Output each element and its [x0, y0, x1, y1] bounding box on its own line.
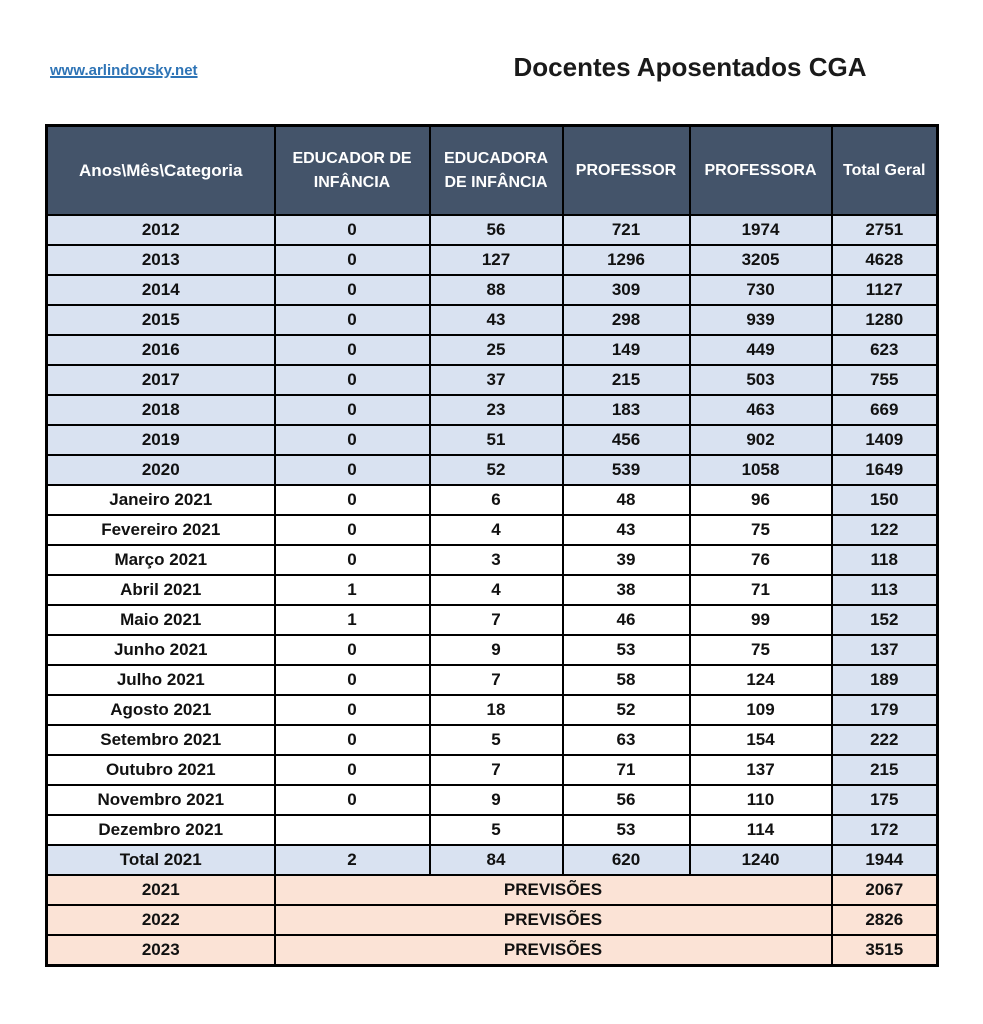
table-row	[47, 905, 938, 935]
value-cell: 56	[430, 215, 563, 245]
table-row	[47, 365, 938, 395]
value-cell: 0	[275, 695, 430, 725]
value-cell: 5	[430, 725, 563, 755]
value-cell: 110	[690, 785, 832, 815]
forecast-merged-cell: PREVISÕES	[275, 875, 832, 905]
value-cell: 23	[430, 395, 563, 425]
row-label: 2014	[47, 275, 275, 305]
row-label: 2016	[47, 335, 275, 365]
row-total-cell: 2826	[832, 905, 938, 935]
value-cell: 75	[690, 515, 832, 545]
row-label: 2015	[47, 305, 275, 335]
table-row	[47, 335, 938, 365]
value-cell: 309	[563, 275, 690, 305]
value-cell: 38	[563, 575, 690, 605]
value-cell: 7	[430, 755, 563, 785]
row-label: Novembro 2021	[47, 785, 275, 815]
table-row	[47, 245, 938, 275]
row-total-cell: 1944	[832, 845, 938, 875]
value-cell: 3	[430, 545, 563, 575]
row-total-cell: 755	[832, 365, 938, 395]
row-total-cell: 669	[832, 395, 938, 425]
value-cell: 9	[430, 635, 563, 665]
table-row	[47, 275, 938, 305]
col-header-professor: PROFESSOR	[563, 126, 690, 216]
value-cell: 56	[563, 785, 690, 815]
row-total-cell: 122	[832, 515, 938, 545]
value-cell: 503	[690, 365, 832, 395]
value-cell: 71	[563, 755, 690, 785]
value-cell: 0	[275, 485, 430, 515]
value-cell: 124	[690, 665, 832, 695]
value-cell: 5	[430, 815, 563, 845]
row-label: Agosto 2021	[47, 695, 275, 725]
value-cell: 52	[563, 695, 690, 725]
table-row	[47, 875, 938, 905]
value-cell: 298	[563, 305, 690, 335]
value-cell: 53	[563, 635, 690, 665]
table-body	[47, 215, 938, 966]
row-label: 2021	[47, 875, 275, 905]
value-cell: 88	[430, 275, 563, 305]
value-cell: 109	[690, 695, 832, 725]
row-label: 2023	[47, 935, 275, 966]
row-label: 2019	[47, 425, 275, 455]
value-cell: 183	[563, 395, 690, 425]
value-cell: 154	[690, 725, 832, 755]
value-cell: 75	[690, 635, 832, 665]
value-cell: 0	[275, 455, 430, 485]
row-total-cell: 152	[832, 605, 938, 635]
header-row	[47, 126, 938, 216]
value-cell: 0	[275, 215, 430, 245]
value-cell: 902	[690, 425, 832, 455]
row-label: 2017	[47, 365, 275, 395]
value-cell: 1	[275, 605, 430, 635]
value-cell: 53	[563, 815, 690, 845]
row-total-cell: 215	[832, 755, 938, 785]
row-total-cell: 118	[832, 545, 938, 575]
row-total-cell: 222	[832, 725, 938, 755]
row-label: 2018	[47, 395, 275, 425]
table-row	[47, 425, 938, 455]
row-label: 2022	[47, 905, 275, 935]
col-header-anos-mes-categoria: Anos\Mês\Categoria	[47, 126, 275, 216]
row-label: Maio 2021	[47, 605, 275, 635]
table-row	[47, 665, 938, 695]
value-cell: 43	[430, 305, 563, 335]
value-cell: 620	[563, 845, 690, 875]
value-cell: 7	[430, 665, 563, 695]
row-label: Abril 2021	[47, 575, 275, 605]
row-label: Setembro 2021	[47, 725, 275, 755]
site-link[interactable]: www.arlindovsky.net	[50, 62, 198, 79]
value-cell: 6	[430, 485, 563, 515]
value-cell: 730	[690, 275, 832, 305]
value-cell: 149	[563, 335, 690, 365]
value-cell: 4	[430, 515, 563, 545]
value-cell: 0	[275, 755, 430, 785]
value-cell: 1	[275, 575, 430, 605]
row-label: Dezembro 2021	[47, 815, 275, 845]
row-total-cell: 2067	[832, 875, 938, 905]
table-row	[47, 605, 938, 635]
row-total-cell: 172	[832, 815, 938, 845]
col-header-educadora-de-infancia: EDUCADORA DE INFÂNCIA	[430, 126, 563, 216]
value-cell: 63	[563, 725, 690, 755]
row-total-cell: 1280	[832, 305, 938, 335]
value-cell: 215	[563, 365, 690, 395]
value-cell: 939	[690, 305, 832, 335]
row-total-cell: 189	[832, 665, 938, 695]
value-cell: 58	[563, 665, 690, 695]
table-row	[47, 545, 938, 575]
table-row	[47, 935, 938, 966]
row-total-cell: 137	[832, 635, 938, 665]
row-label: 2013	[47, 245, 275, 275]
value-cell: 37	[430, 365, 563, 395]
value-cell: 0	[275, 305, 430, 335]
value-cell: 48	[563, 485, 690, 515]
row-label: Março 2021	[47, 545, 275, 575]
value-cell: 0	[275, 725, 430, 755]
value-cell: 39	[563, 545, 690, 575]
table-row	[47, 845, 938, 875]
row-label: Janeiro 2021	[47, 485, 275, 515]
value-cell: 127	[430, 245, 563, 275]
value-cell: 137	[690, 755, 832, 785]
value-cell: 2	[275, 845, 430, 875]
row-total-cell: 175	[832, 785, 938, 815]
page-title: Docentes Aposentados CGA	[513, 52, 867, 82]
value-cell: 4	[430, 575, 563, 605]
col-header-total-geral: Total Geral	[832, 126, 938, 216]
value-cell: 1974	[690, 215, 832, 245]
value-cell: 0	[275, 665, 430, 695]
value-cell: 456	[563, 425, 690, 455]
value-cell: 52	[430, 455, 563, 485]
table-row	[47, 455, 938, 485]
row-total-cell: 4628	[832, 245, 938, 275]
table-row	[47, 785, 938, 815]
value-cell: 71	[690, 575, 832, 605]
value-cell: 3205	[690, 245, 832, 275]
table-row	[47, 515, 938, 545]
value-cell: 1240	[690, 845, 832, 875]
value-cell: 0	[275, 365, 430, 395]
row-label: Junho 2021	[47, 635, 275, 665]
value-cell: 46	[563, 605, 690, 635]
value-cell: 0	[275, 335, 430, 365]
value-cell: 0	[275, 785, 430, 815]
value-cell: 96	[690, 485, 832, 515]
value-cell: 18	[430, 695, 563, 725]
value-cell: 0	[275, 545, 430, 575]
col-header-professora: PROFESSORA	[690, 126, 832, 216]
value-cell: 0	[275, 275, 430, 305]
value-cell: 25	[430, 335, 563, 365]
row-label: 2020	[47, 455, 275, 485]
value-cell: 43	[563, 515, 690, 545]
row-total-cell: 1127	[832, 275, 938, 305]
row-label: Total 2021	[47, 845, 275, 875]
row-total-cell: 2751	[832, 215, 938, 245]
value-cell: 0	[275, 425, 430, 455]
table-row	[47, 755, 938, 785]
value-cell: 0	[275, 635, 430, 665]
row-total-cell: 1409	[832, 425, 938, 455]
value-cell: 7	[430, 605, 563, 635]
row-label: Julho 2021	[47, 665, 275, 695]
row-label: Fevereiro 2021	[47, 515, 275, 545]
row-total-cell: 179	[832, 695, 938, 725]
value-cell: 721	[563, 215, 690, 245]
value-cell: 9	[430, 785, 563, 815]
value-cell: 1296	[563, 245, 690, 275]
row-total-cell: 150	[832, 485, 938, 515]
value-cell: 463	[690, 395, 832, 425]
docentes-table	[45, 124, 939, 967]
table-row	[47, 485, 938, 515]
value-cell: 51	[430, 425, 563, 455]
row-total-cell: 623	[832, 335, 938, 365]
value-cell: 76	[690, 545, 832, 575]
forecast-merged-cell: PREVISÕES	[275, 935, 832, 966]
table-row	[47, 695, 938, 725]
value-cell: 0	[275, 515, 430, 545]
table-row	[47, 725, 938, 755]
table-row	[47, 635, 938, 665]
row-total-cell: 1649	[832, 455, 938, 485]
value-cell: 114	[690, 815, 832, 845]
table-row	[47, 575, 938, 605]
table-row	[47, 395, 938, 425]
value-cell: 1058	[690, 455, 832, 485]
row-total-cell: 113	[832, 575, 938, 605]
value-cell: 449	[690, 335, 832, 365]
row-label: 2012	[47, 215, 275, 245]
value-cell: 0	[275, 245, 430, 275]
value-cell: 84	[430, 845, 563, 875]
value-cell	[275, 815, 430, 845]
table-row	[47, 215, 938, 245]
col-header-educador-de-infancia: EDUCADOR DE INFÂNCIA	[275, 126, 430, 216]
value-cell: 99	[690, 605, 832, 635]
row-total-cell: 3515	[832, 935, 938, 966]
value-cell: 0	[275, 395, 430, 425]
table-row	[47, 305, 938, 335]
row-label: Outubro 2021	[47, 755, 275, 785]
forecast-merged-cell: PREVISÕES	[275, 905, 832, 935]
value-cell: 539	[563, 455, 690, 485]
table-row	[47, 815, 938, 845]
